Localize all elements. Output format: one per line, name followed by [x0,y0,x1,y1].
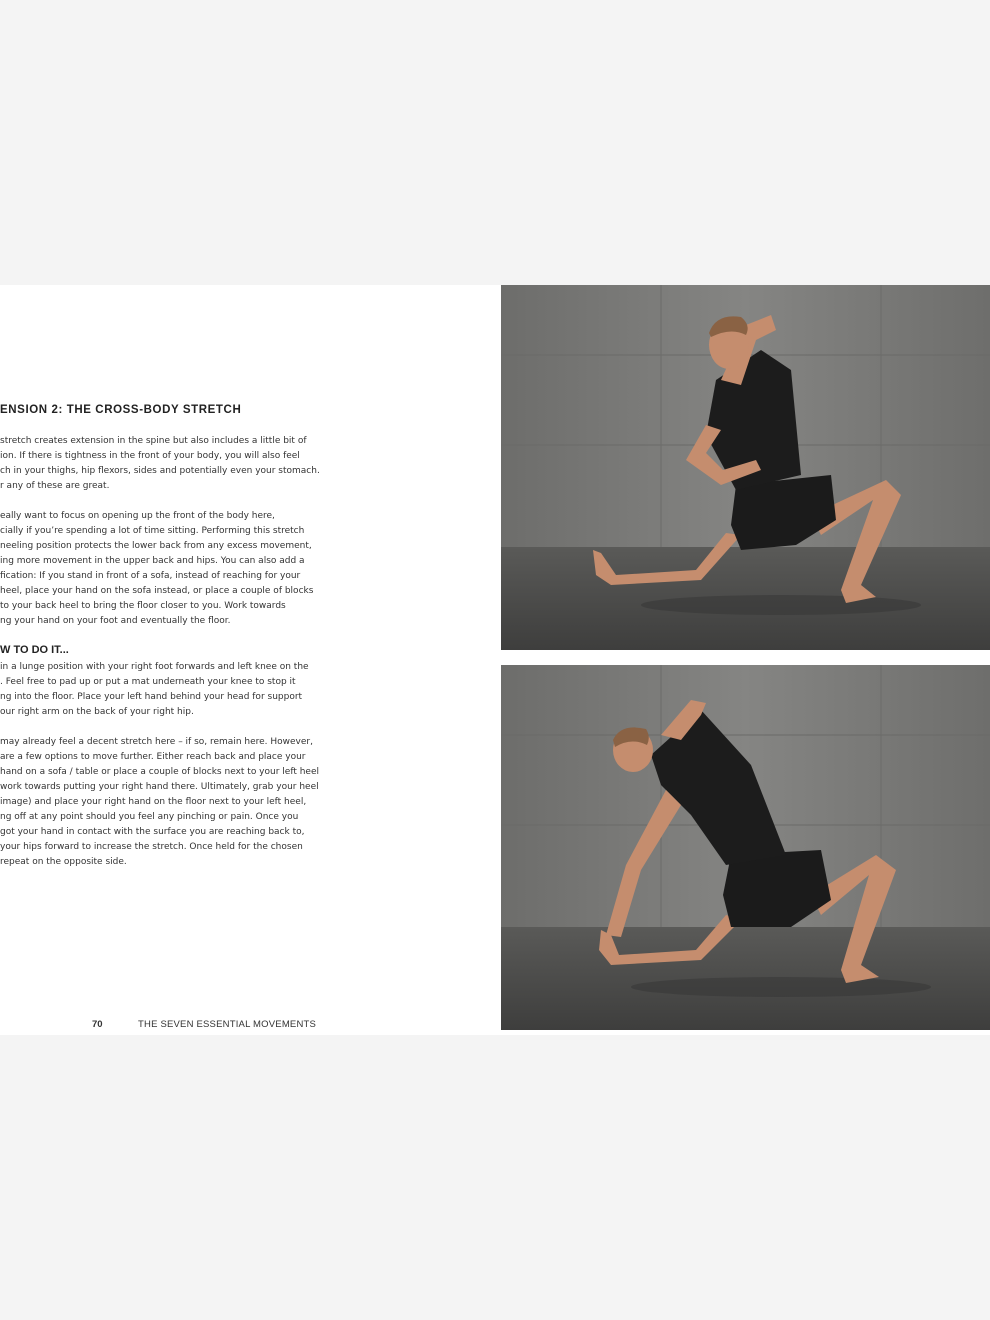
section-heading: ENSION 2: THE CROSS-BODY STRETCH [0,404,242,416]
text-line: . Feel free to pad up or put a mat underneath your knee to stop it [0,677,296,687]
text-line: to your back heel to bring the floor closer to you. Work towards [0,601,286,611]
text-line: work towards putting your right hand there. Ultimately, grab your heel [0,782,319,792]
right-page [500,285,990,1035]
page-number: 70 [92,1019,103,1030]
text-line: stretch creates extension in the spine but also includes a little bit of [0,436,307,446]
text-line: may already feel a decent stretch here – if so, remain here. However, [0,737,313,747]
text-line: neeling position protects the lower back from any excess movement, [0,541,312,551]
stretch-photo-2 [501,665,990,1030]
running-title: THE SEVEN ESSENTIAL MOVEMENTS [138,1019,317,1030]
stretch-photo-1-image [501,285,990,650]
paragraph-2 [0,509,313,629]
text-line: hand on a sofa / table or place a couple of blocks next to your left heel [0,767,319,777]
text-line: ng off at any point should you feel any pinching or pain. Once you [0,812,299,822]
text-line: in a lunge position with your right foot forwards and left knee on the [0,662,309,672]
text-line: repeat on the opposite side. [0,857,127,867]
text-line: image) and place your right hand on the floor next to your left heel, [0,797,307,807]
how-to-subheading: W TO DO IT... [0,644,69,656]
text-line: cially if you’re spending a lot of time sitting. Performing this stretch [0,526,305,536]
text-line: ing more movement in the upper back and hips. You can also add a [0,556,305,566]
paragraph-1 [0,434,320,494]
text-line: ion. If there is tightness in the front of your body, you will also feel [0,451,300,461]
text-line: got your hand in contact with the surface you are reaching back to, [0,827,305,837]
text-line: your hips forward to increase the stretch. Once held for the chosen [0,842,303,852]
stretch-photo-1 [501,285,990,650]
text-line: are a few options to move further. Either reach back and place your [0,752,306,762]
text-line: fication: If you stand in front of a sofa, instead of reaching for your [0,571,301,581]
left-page [0,285,500,1035]
text-line: our right arm on the back of your right hip. [0,707,194,717]
text-line: eally want to focus on opening up the front of the body here, [0,511,275,521]
text-line: heel, place your hand on the sofa instead, or place a couple of blocks [0,586,314,596]
text-line: r any of these are great. [0,481,110,491]
text-line: ng your hand on your foot and eventually the floor. [0,616,231,626]
paragraph-3 [0,660,309,720]
paragraph-4 [0,735,319,870]
text-line: ch in your thighs, hip flexors, sides and potentially even your stomach. [0,466,320,476]
stretch-photo-2-image [501,665,990,1030]
text-line: ng into the floor. Place your left hand behind your head for support [0,692,303,702]
